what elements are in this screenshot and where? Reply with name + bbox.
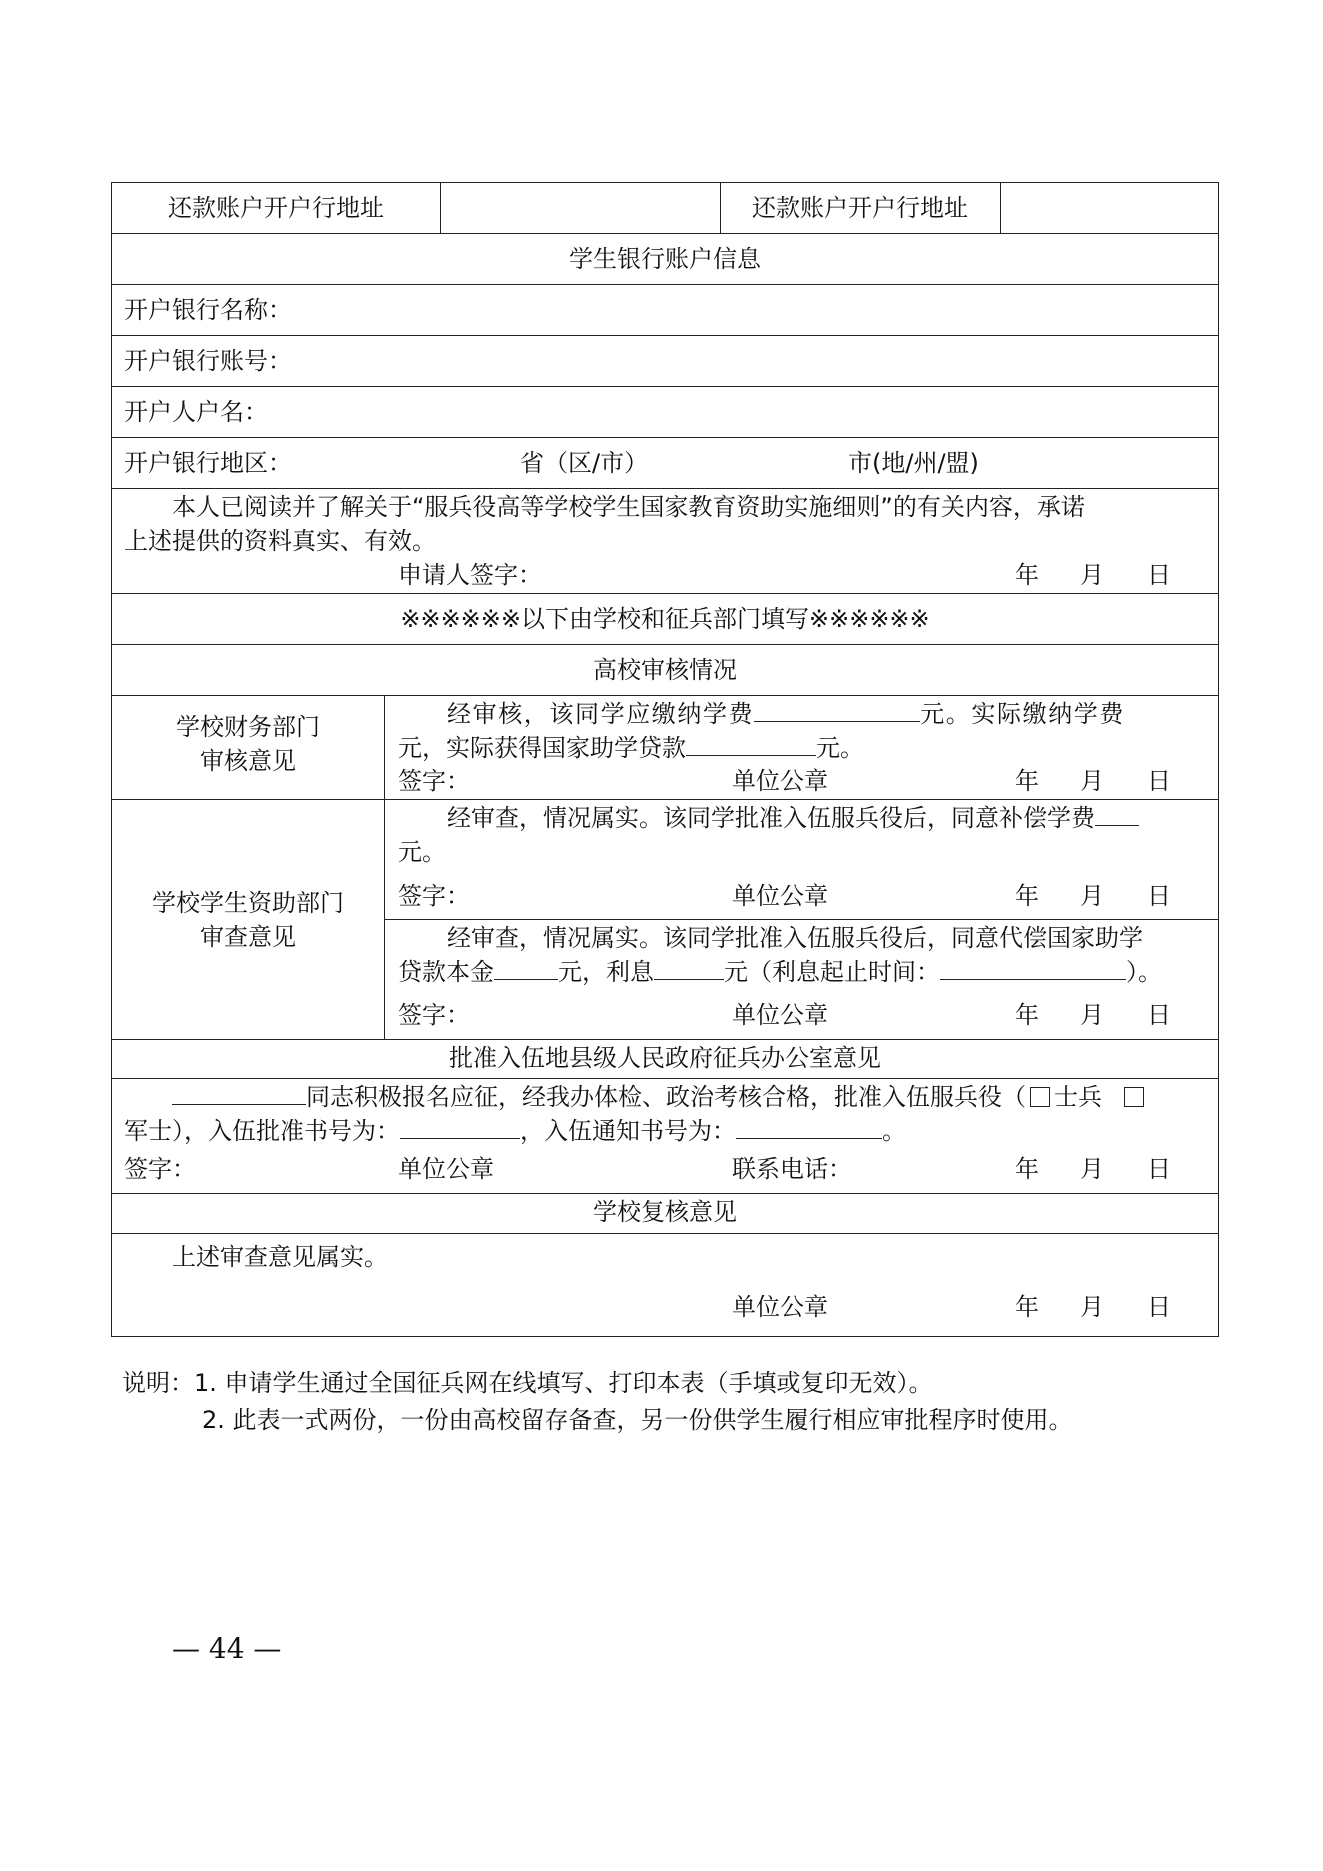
recheck-text: 上述审查意见属实。 xyxy=(172,1243,388,1271)
aid-tuition-text-1 xyxy=(447,802,1139,834)
conscription-sign-label: 签字： xyxy=(124,1155,196,1183)
repay-address-field-left[interactable] xyxy=(442,192,718,224)
date-day: 日 xyxy=(1147,1293,1171,1321)
aid-loan-text-1: 经审查，情况属实。该同学批准入伍服兵役后，同意代偿国家助学 xyxy=(447,924,1143,952)
bank-name-label: 开户银行名称： xyxy=(124,296,292,324)
date-year: 年 xyxy=(1015,882,1039,910)
finance-dept-label-line2: 审核意见 xyxy=(200,747,296,775)
loan-compensation-form xyxy=(111,182,1219,1337)
tuition-due-blank[interactable] xyxy=(754,699,920,722)
conscription-office-header: 批准入伍地县级人民政府征兵办公室意见 xyxy=(449,1044,881,1072)
notice-number-blank[interactable] xyxy=(736,1116,882,1139)
finance-text-b: 元。实际缴纳学费 xyxy=(920,700,1126,728)
finance-text-c: 元，实际获得国家助学贷款 xyxy=(398,734,686,762)
date-year: 年 xyxy=(1015,767,1039,795)
bank-region-label: 开户银行地区： xyxy=(124,449,292,477)
aid-loan-text-b: 元，利息 xyxy=(558,958,654,986)
aid-loan-text-2 xyxy=(398,956,1162,988)
approval-number-blank[interactable] xyxy=(400,1116,520,1139)
date-day: 日 xyxy=(1147,767,1171,795)
aid-seal-label: 单位公章 xyxy=(732,1001,828,1029)
conscription-text-d: 。 xyxy=(882,1117,906,1145)
finance-dept-label-line1: 学校财务部门 xyxy=(176,713,320,741)
conscription-text-a: 同志积极报名应征，经我办体检、政治考核合格，批准入伍服兵役（ xyxy=(306,1083,1026,1111)
finance-review-text-1 xyxy=(447,698,1125,730)
interest-period-blank[interactable] xyxy=(940,957,1126,980)
row-divider xyxy=(384,919,1218,920)
row-divider xyxy=(112,335,1218,336)
date-year: 年 xyxy=(1015,561,1039,589)
finance-seal-label: 单位公章 xyxy=(732,767,828,795)
aid-tuition-text-2: 元。 xyxy=(398,838,446,866)
province-label: 省（区/市） xyxy=(520,449,649,477)
sergeant-option-label: 军士） xyxy=(124,1117,184,1145)
finance-text-a: 经审核，该同学应缴纳学费 xyxy=(447,700,755,728)
row-divider xyxy=(112,284,1218,285)
date-month: 月 xyxy=(1080,1155,1104,1183)
declaration-line-2: 上述提供的资料真实、有效。 xyxy=(124,527,436,555)
aid-dept-label-line2: 审查意见 xyxy=(200,923,296,951)
repay-address-label-right: 还款账户开户行地址 xyxy=(752,194,968,222)
notes-line-2: 2. 此表一式两份，一份由高校留存备查，另一份供学生履行相应审批程序时使用。 xyxy=(202,1406,1073,1434)
date-month: 月 xyxy=(1080,1293,1104,1321)
date-day: 日 xyxy=(1147,882,1171,910)
row-divider xyxy=(112,1193,1218,1194)
date-month: 月 xyxy=(1080,882,1104,910)
aid-loan-text-d: ）。 xyxy=(1126,958,1162,986)
sergeant-checkbox[interactable] xyxy=(1124,1087,1144,1107)
col-divider xyxy=(440,183,441,233)
page-number: — 44 — xyxy=(172,1632,282,1665)
row-divider xyxy=(112,386,1218,387)
date-month: 月 xyxy=(1080,767,1104,795)
repay-address-field-right[interactable] xyxy=(1002,192,1216,224)
date-year: 年 xyxy=(1015,1293,1039,1321)
finance-review-text-2 xyxy=(398,732,864,764)
row-divider xyxy=(112,593,1218,594)
repay-address-label-left: 还款账户开户行地址 xyxy=(168,194,384,222)
account-number-label: 开户银行账号： xyxy=(124,347,292,375)
date-month: 月 xyxy=(1080,1001,1104,1029)
date-year: 年 xyxy=(1015,1155,1039,1183)
notes-line-1: 说明：1. 申请学生通过全国征兵网在线填写、打印本表（手填或复印无效）。 xyxy=(122,1369,933,1397)
conscription-text-2 xyxy=(124,1115,906,1147)
loan-amount-blank[interactable] xyxy=(686,733,816,756)
aid-dept-label-line1: 学校学生资助部门 xyxy=(152,889,344,917)
conscription-text-c: ，入伍通知书号为： xyxy=(520,1117,736,1145)
soldier-checkbox[interactable] xyxy=(1030,1087,1050,1107)
row-divider xyxy=(112,1078,1218,1079)
city-label: 市(地/州/盟) xyxy=(848,449,979,477)
row-divider xyxy=(112,644,1218,645)
aid-loan-text-a: 贷款本金 xyxy=(398,958,494,986)
university-review-header: 高校审核情况 xyxy=(593,656,737,684)
col-divider xyxy=(384,695,385,1039)
aid-sign-label: 签字： xyxy=(398,1001,470,1029)
student-bank-header: 学生银行账户信息 xyxy=(569,245,761,273)
row-divider xyxy=(112,488,1218,489)
declaration-line-1: 本人已阅读并了解关于“服兵役高等学校学生国家教育资助实施细则”的有关内容，承诺 xyxy=(172,493,1085,521)
aid-tuition-text-a: 经审查，情况属实。该同学批准入伍服兵役后，同意补偿学费 xyxy=(447,804,1095,832)
row-divider xyxy=(112,437,1218,438)
conscription-text-1 xyxy=(172,1081,1148,1113)
row-divider xyxy=(112,1039,1218,1040)
col-divider xyxy=(1000,183,1001,233)
principal-blank[interactable] xyxy=(494,957,558,980)
aid-sign-label: 签字： xyxy=(398,882,470,910)
date-day: 日 xyxy=(1147,1155,1171,1183)
conscription-text-b: ，入伍批准书号为： xyxy=(184,1117,400,1145)
recheck-seal-label: 单位公章 xyxy=(732,1293,828,1321)
aid-seal-label: 单位公章 xyxy=(732,882,828,910)
date-day: 日 xyxy=(1147,1001,1171,1029)
contact-phone-label: 联系电话： xyxy=(732,1155,852,1183)
aid-loan-text-c: 元（利息起止时间： xyxy=(724,958,940,986)
row-divider xyxy=(112,233,1218,234)
date-day: 日 xyxy=(1147,561,1171,589)
row-divider xyxy=(112,1233,1218,1234)
conscription-seal-label: 单位公章 xyxy=(398,1155,494,1183)
account-holder-label: 开户人户名： xyxy=(124,398,268,426)
tuition-compensation-blank[interactable] xyxy=(1095,803,1139,826)
finance-text-d: 元。 xyxy=(816,734,864,762)
row-divider xyxy=(112,695,1218,696)
date-year: 年 xyxy=(1015,1001,1039,1029)
school-recheck-header: 学校复核意见 xyxy=(593,1198,737,1226)
applicant-signature-label: 申请人签字： xyxy=(398,561,542,589)
comrade-name-blank[interactable] xyxy=(172,1082,306,1105)
interest-blank[interactable] xyxy=(654,957,724,980)
finance-sign-label: 签字： xyxy=(398,767,470,795)
row-divider xyxy=(112,799,1218,800)
soldier-option-label: 士兵 xyxy=(1054,1083,1102,1111)
date-month: 月 xyxy=(1080,561,1104,589)
school-section-separator: ※※※※※※以下由学校和征兵部门填写※※※※※※ xyxy=(400,605,930,633)
